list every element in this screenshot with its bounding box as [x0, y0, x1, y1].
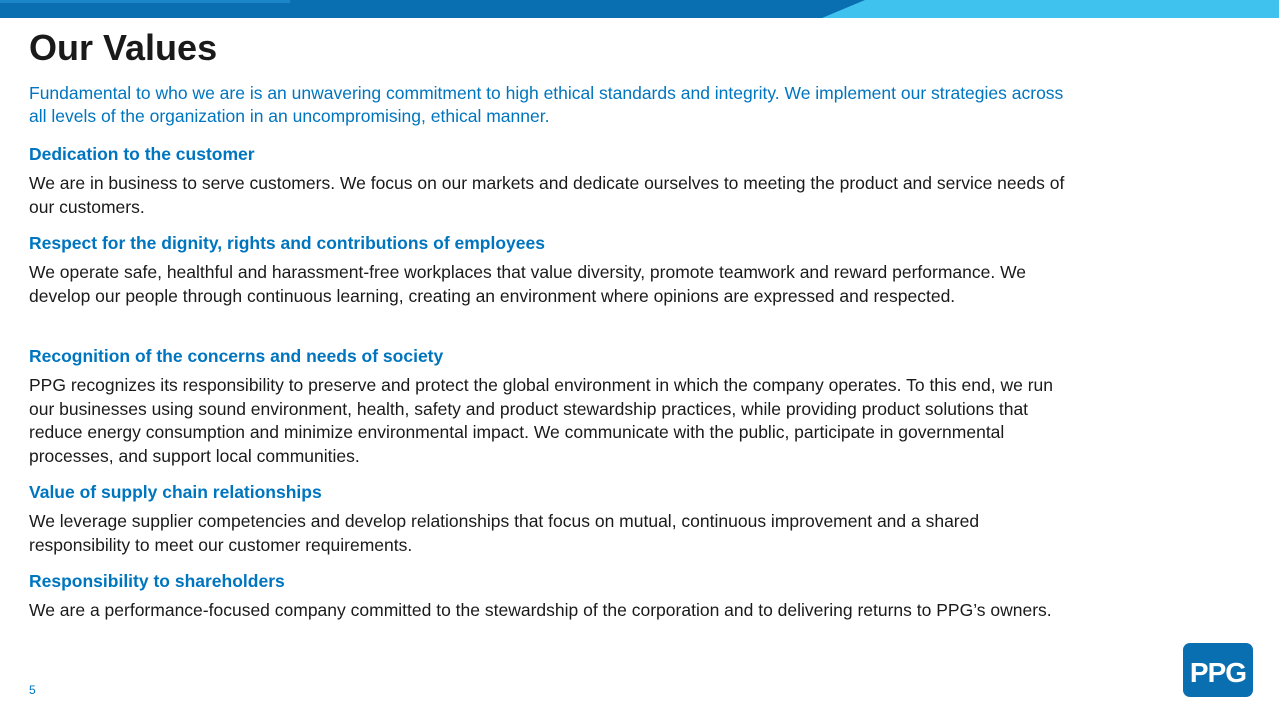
- heading-employees: Respect for the dignity, rights and contributions of employees: [29, 233, 545, 253]
- body-society: PPG recognizes its responsibility to preserve and protect the global environment in which the company operates. To this end, we run our businesses using sound environment, health, safety and product stewardship practices, while providing product solutions that reduce energy consumption and minimize environmental impact. We communicate with the public, participate in governmental processes, and support local communities.: [29, 375, 1053, 466]
- body-customer: We are in business to serve customers. We focus on our markets and dedicate ourselves to meeting the product and service needs of our customers.: [29, 173, 1065, 217]
- ppg-logo-text: PPG: [1189, 657, 1247, 688]
- page-title: Our Values: [29, 27, 218, 68]
- ppg-logo-icon: [1183, 643, 1253, 697]
- page-number: 5: [29, 683, 36, 697]
- heading-supply-chain: Value of supply chain relationships: [29, 482, 322, 502]
- body-employees: We operate safe, healthful and harassment-free workplaces that value diversity, promote teamwork and reward performance. We develop our people through continuous learning, creating an environment where opinions are expressed and respected.: [29, 262, 1027, 306]
- body-shareholders: We are a performance-focused company committed to the stewardship of the corporation and to delivering returns to PPG’s owners.: [29, 600, 1052, 620]
- heading-society: Recognition of the concerns and needs of society: [29, 346, 444, 366]
- intro-paragraph: Fundamental to who we are is an unwavering commitment to high ethical standards and integrity. We implement our strategies across all levels of the organization in an uncompromising, ethical manner.: [29, 83, 1064, 126]
- top-banner: [0, 0, 1279, 18]
- heading-customer: Dedication to the customer: [29, 144, 255, 164]
- body-supply-chain: We leverage supplier competencies and develop relationships that focus on mutual, continuous improvement and a shared responsibility to meet our customer requirements.: [29, 511, 980, 555]
- heading-shareholders: Responsibility to shareholders: [29, 571, 285, 591]
